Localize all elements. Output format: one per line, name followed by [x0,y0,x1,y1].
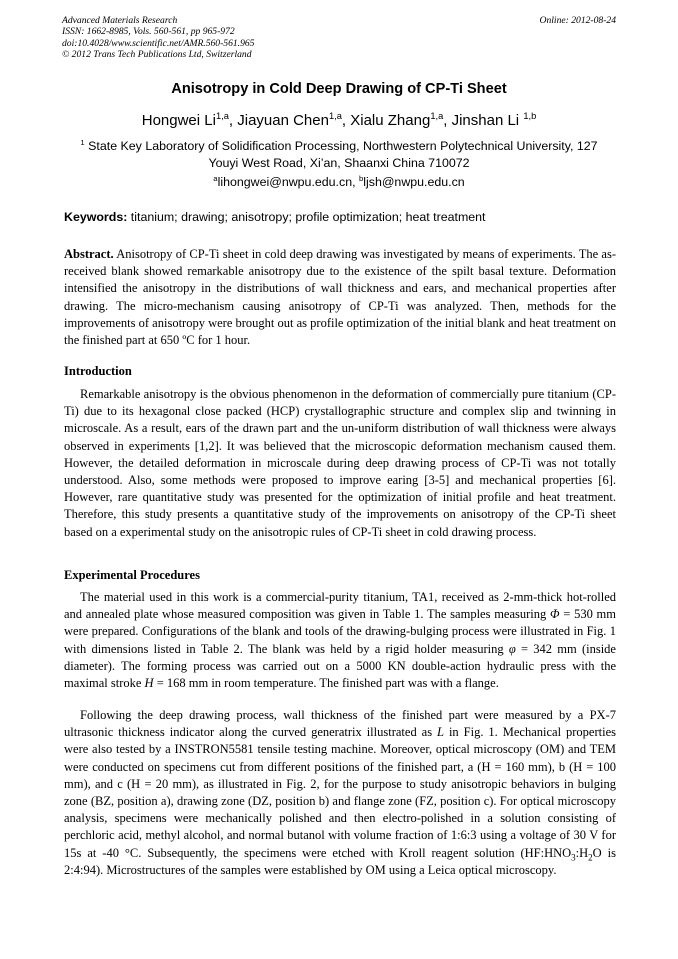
email-mark-b: b [358,173,364,183]
text-run: Following the deep drawing process, wall thickness of the finished part were measured by a PX-7 ultrasonic thickness indicator along the curved generatrix illustrated as [64,708,616,740]
doi-line: doi:10.4028/www.scientific.net/AMR.560-561.965 [62,37,255,49]
symbol-stroke: H [144,676,154,691]
text-run: in Fig. 1. Mechanical properties were also tested by a INSTRON5581 tensile testing machine. Moreover, optical microscopy (OM) and TEM were conducted on specimens cut from different positions of the finished part, a (H = 160 mm), b (H = 100 mm), and c (H = 20 mm), as illustrated in Fig. 2, for the purpose to study anisotropic behaviors in bulging zone (BZ, position a), drawing zone (DZ, position b) and flange zone (FZ, position c). For optical microscopy analysis, specimens were mechanically polished and then electro-polished in a solution consisting of perchloric acid, methyl alcohol, and normal butanol with volume fraction of 1:6:3 using a voltage of 30 V for 15s at -40 °C. Subsequently, the specimens were etched with Kroll reagent solution (HF:HNO [64,725,617,860]
email-separator: , [352,175,359,189]
abstract-text: Anisotropy of CP-Ti sheet in cold deep drawing was investigated by means of experiments. The as-received blank showed remarkable anisotropy due to the existence of the spilt basal texture. Deformation intensified the anisotropy in the distributions of wall thickness and ears, and mechanical properties after drawing. The micro-mechanism causing anisotropy of CP-Ti was analyzed. Then, methods for the improvements of anisotropy were brought out as profile optimization of the initial blank and heat treatment on the finished part at 650 ºC for 1 hour. [64,247,616,348]
author-affiliation-mark: 1,b [523,111,537,121]
email-a[interactable]: lihongwei@nwpu.edu.cn [217,175,353,189]
author-name: Hongwei Li [141,112,216,129]
author-name: Jiayuan Chen [237,112,329,129]
text-run: :H [575,845,589,860]
symbol-holder-diameter: φ [508,641,516,656]
author-name: Xialu Zhang [350,112,431,129]
author-affiliation-mark: 1,a [430,111,444,121]
online-date: Online: 2012-08-24 [539,15,616,26]
text-run: O is 2:4:94). Microstructures of the samples were established by OM using a Leica optical microscopy. [64,845,616,877]
keywords-text: titanium; drawing; anisotropy; profile optimization; heat treatment [127,210,486,224]
keywords [64,210,486,224]
email-b[interactable]: ljsh@nwpu.edu.cn [363,175,465,189]
text-run: = 530 mm were prepared. Configurations of the blank and tools of the drawing-bulging process were illustrated in Fig. 1 with dimensions listed in Table 2. The blank was held by a rigid holder measuring [64,607,617,656]
symbol-blank-diameter: Φ [550,607,560,622]
abstract [64,246,616,349]
author-list: Hongwei Li$^{1,a}$, Jiayuan Chen$^{1,a}$, Xialu Zhang$^{1,a}$, Jinshan Li $^{1,b}$ [141,111,537,129]
author-name: Jinshan Li [451,112,520,129]
copyright-line: © 2012 Trans Tech Publications Ltd, Switzerland [62,49,252,61]
issn-line: ISSN: 1662-8985, Vols. 560-561, pp 965-972 [62,26,235,38]
author-emails [0,175,678,189]
affiliation-line-2: Youyi West Road, Xi’an, Shaanxi China 710072 [208,155,470,170]
experimental-paragraph-2 [64,707,616,879]
abstract-label: Abstract. [64,247,114,261]
paper-title: Anisotropy in Cold Deep Drawing of CP-Ti Sheet [171,81,507,97]
experimental-heading: Experimental Procedures [64,568,200,582]
author-affiliation-mark: 1,a [328,111,342,121]
text-run: = 342 mm (inside diameter). The forming process was carried out on a 5000 KN double-action hydraulic press with the maximal stroke [64,641,616,691]
experimental-paragraph-1 [64,589,616,692]
email-mark-a: a [213,173,218,183]
subscript: 3 [571,852,576,863]
keywords-label: Keywords: [64,210,128,224]
affiliation-mark: 1 [80,137,85,147]
text-run: The material used in this work is a commercial-purity titanium, TA1, received as 2-mm-thick hot-rolled and annealed plate whose measured composition was given in Table 1. The samples measuring [64,590,616,622]
symbol-generatrix: L [437,725,444,740]
affiliation-line-1: State Key Laboratory of Solidification Processing, Northwestern Polytechnical University, 127 [88,139,598,153]
introduction-heading: Introduction [64,364,132,378]
journal-header [62,15,616,61]
introduction-paragraph: Remarkable anisotropy is the obvious phenomenon in the deformation of commercially pure titanium (CP-Ti) due to its hexagonal close packed (HCP) crystallographic structure and complex slip and twinning in microscale. As a result, ears of the drawn part and the un-uniform distribution of wall thickness were always observed in experiments [1,2]. It was believed that the microscopic deformation mechanism caused them. However, the detailed deformation in microscale during deep drawing process of CP-Ti was not totally understood. Also, some methods were proposed to improve earing [3-5] and mechanical properties [6]. However, rare quantitative study was presented for the optimization of initial profile and heat treatment. Therefore, this study presents a quantitative study of the improvements on anisotropy of the CP-Ti sheet based on a experimental study on the anisotropic rules of CP-Ti sheet in cold drawing process. [64,387,616,539]
journal-name: Advanced Materials Research [62,15,178,26]
affiliation [70,138,608,171]
subscript: 2 [588,852,593,863]
text-run: = 168 mm in room temperature. The finished part was with a flange. [153,676,499,691]
author-affiliation-mark: 1,a [215,111,229,121]
